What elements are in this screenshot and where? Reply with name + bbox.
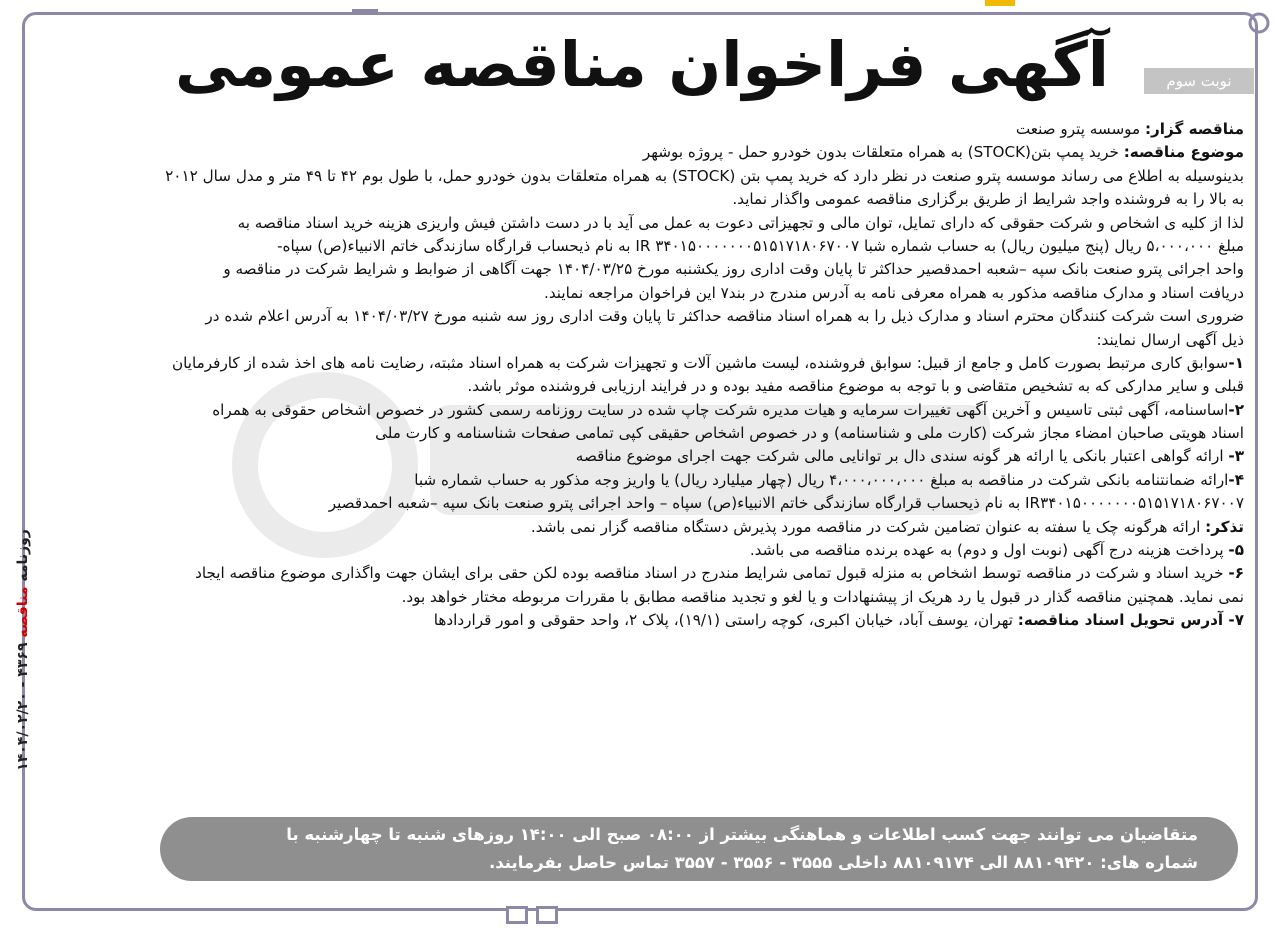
body-line (44, 492, 1244, 515)
body-line-text: مبلغ ۵،۰۰۰،۰۰۰ ریال (پنج میلیون ریال) به حساب شماره شبا IR ۳۴۰۱۵۰۰۰۰۰۰۰۵۱۵۱۷۱۸۰۶۷۰۰۷ به نام ذیحساب قرارگاه سازندگی خاتم الانبیاء(ص) سپاه- (277, 236, 1244, 255)
body-line-text: خرید اسناد و شرکت در مناقصه توسط اشخاص به منزله قبول تمامی شرایط مندرج در اسناد مناقصه بوده لکن حقی برای ایشان جهت واگذاری موضوع مناقصه ایجاد (195, 564, 1229, 583)
footer-line-1: متقاضیان می توانند جهت کسب اطلاعات و هماهنگی بیشتر از ۰۸:۰۰ صبح الی ۱۴:۰۰ روزهای شنبه تا چهارشنبه با (286, 825, 1198, 844)
bottom-decoration (506, 905, 566, 927)
body-line-text: ارائه گواهی اعتبار بانکی یا ارائه هر گونه سندی دال بر توانایی مالی شرکت جهت اجرای موضوع مناقصه (575, 447, 1229, 466)
body-line (44, 282, 1244, 305)
body-line-text: اساسنامه، آگهی ثبتی تاسیس و آخرین آگهی تغییرات سرمایه و هیات مدیره شرکت چاپ شده در سایت روزنامه رسمی کشور در خصوص اشخاص حقوقی به همراه (212, 400, 1229, 419)
body-line (44, 352, 1244, 375)
body-line-text: دریافت اسناد و مدارک مناقصه مذکور به همراه معرفی نامه به آدرس مندرج در بند۷ این فراخوان مراجعه نمایند. (544, 283, 1244, 302)
body-line-label: موضوع مناقصه: (1123, 143, 1244, 162)
body-line-text: موسسه پترو صنعت (1015, 120, 1145, 138)
body-line (44, 516, 1244, 539)
body-line-label: مناقصه گزار: (1144, 120, 1244, 138)
notice-body (44, 118, 1244, 633)
top-decoration (352, 0, 414, 6)
body-line-text: نمی نماید. همچنین مناقصه گذار در قبول یا رد هریک از پیشنهادات و یا لغو و تجدید مناقصه مطابق با مقررات مربوطه مختار خواهد بود. (401, 587, 1244, 606)
body-line (44, 399, 1244, 422)
body-line-label: ۱- (1228, 353, 1244, 372)
body-line-text: به بالا را به فروشنده واجد شرایط از طریق برگزاری مناقصه عمومی واگذار نماید. (732, 190, 1244, 209)
body-line (44, 469, 1244, 492)
body-line (44, 258, 1244, 281)
body-line (44, 118, 1244, 141)
round-tag: نوبت سوم (1144, 68, 1254, 94)
body-line-label: تذکر: (1205, 517, 1244, 536)
body-line-label: ۶- (1228, 564, 1244, 583)
body-line-text: ذیل آگهی ارسال نمایند: (1096, 330, 1244, 349)
body-line (44, 165, 1244, 188)
body-line-text: قبلی و سایر مدارکی که به تشخیص متقاضی و با توجه به موضوع مناقصه مفید بوده و در فرایند ارزیابی فروشنده موثر باشد. (467, 377, 1244, 396)
body-line-text: سوابق کاری مرتبط بصورت کامل و جامع از قبیل: سوابق فروشنده، لیست ماشین آلات و تجهیزات شرکت به همراه اسناد مثبته، رضایت نامه های اخذ شده از کارفرمایان (172, 353, 1229, 372)
body-line (44, 422, 1244, 445)
body-line (44, 329, 1244, 352)
body-line (44, 305, 1244, 328)
body-line-text: لذا از کلیه ی اشخاص و شرکت حقوقی که دارای تمایل، توان مالی و تجهیزاتی دعوت به عمل می آید با در دست داشتن فیش واریزی هزینه خرید اسناد مناقصه به (237, 213, 1244, 232)
body-line-label: ۴- (1228, 470, 1244, 489)
body-line (44, 141, 1244, 164)
side-prefix: روزنامه (15, 529, 31, 587)
body-line (44, 212, 1244, 235)
body-line-text: پرداخت هزینه درج آگهی (نوبت اول و دوم) به عهده برنده مناقصه می باشد. (749, 541, 1229, 560)
body-line (44, 445, 1244, 468)
side-brand: مناقصه (15, 586, 31, 638)
body-line-label: ۳- (1228, 447, 1244, 466)
body-line-text: اسناد هویتی صاحبان امضاء مجاز شرکت (کارت ملی و شناسنامه) و در خصوص اشخاص حقیقی کپی تمامی صفحات شناسنامه و کارت ملی (375, 424, 1244, 443)
body-line (44, 539, 1244, 562)
footer-line-2: شماره های: ۸۸۱۰۹۴۲۰ الی ۸۸۱۰۹۱۷۴ داخلی ۳۵۵۵ - ۳۵۵۶ - ۳۵۵۷ تماس حاصل بفرمایند. (489, 853, 1198, 872)
body-line-text: واحد اجرائی پترو صنعت بانک سپه –شعبه احمدقصیر حداکثر تا پایان وقت اداری روز یکشنبه مورخ ۱۴۰۴/۰۳/۲۵ جهت آگاهی از ضوابط و شرایط شرکت در مناقصه و (223, 260, 1244, 279)
body-line-text: ارائه هرگونه چک یا سفته به عنوان تضامین شرکت در مناقصه مورد پذیرش دستگاه مناقصه گزار نمی باشد. (530, 517, 1206, 536)
body-line (44, 586, 1244, 609)
body-line-label: ۲- (1228, 400, 1244, 419)
body-line-label: ۵- (1228, 541, 1244, 560)
body-line (44, 562, 1244, 585)
top-yellow-mark (985, 0, 1015, 6)
body-line-text: بدینوسیله به اطلاع می رساند موسسه پترو صنعت در نظر دارد که خرید پمپ بتن (STOCK) به همراه متعلقات بدون خودرو حمل، با طول بوم ۴۲ تا ۴۹ متر و مدل سال ۲۰۱۲ (165, 166, 1244, 185)
side-issue: ۴۳۶۹ - ۱۴۰۴/۰۲/۲۰ (15, 637, 31, 771)
contact-footer (160, 817, 1238, 881)
body-line (44, 609, 1244, 632)
body-line-label: ۷- آدرس تحویل اسناد مناقصه: (1017, 611, 1244, 630)
body-line-text: تهران، یوسف آباد، خیابان اکبری، کوچه راستی (۱۹/۱)، پلاک ۲، واحد حقوقی و امور قراردادها (433, 611, 1018, 630)
body-line (44, 188, 1244, 211)
body-line-text: خرید پمپ بتن(STOCK) به همراه متعلقات بدون خودرو حمل - پروژه بوشهر (642, 143, 1124, 162)
page-title: آگهی فراخوان مناقصه عمومی (174, 28, 1110, 101)
body-line-text: IR۳۴۰۱۵۰۰۰۰۰۰۰۵۱۵۱۷۱۸۰۶۷۰۰۷ به نام ذیحساب قرارگاه سازندگی خاتم الانبیاء(ص) سپاه – واحد اجرائی پترو صنعت بانک سپه –شعبه احمدقصیر (328, 494, 1244, 513)
newspaper-side-label (4, 520, 38, 780)
body-line-text: ضروری است شرکت کنندگان محترم اسناد و مدارک ذیل را به همراه اسناد مناقصه حداکثر تا پایان وقت اداری روز سه شنبه مورخ ۱۴۰۴/۰۳/۲۷ به آدرس اعلام شده در (205, 307, 1244, 326)
body-line (44, 235, 1244, 258)
body-line (44, 375, 1244, 398)
body-line-text: ارائه ضمانتنامه بانکی شرکت در مناقصه به مبلغ ۴،۰۰۰،۰۰۰،۰۰۰ ریال (چهار میلیارد ریال) یا واریز وجه مذکور به حساب شماره شبا (414, 470, 1229, 489)
